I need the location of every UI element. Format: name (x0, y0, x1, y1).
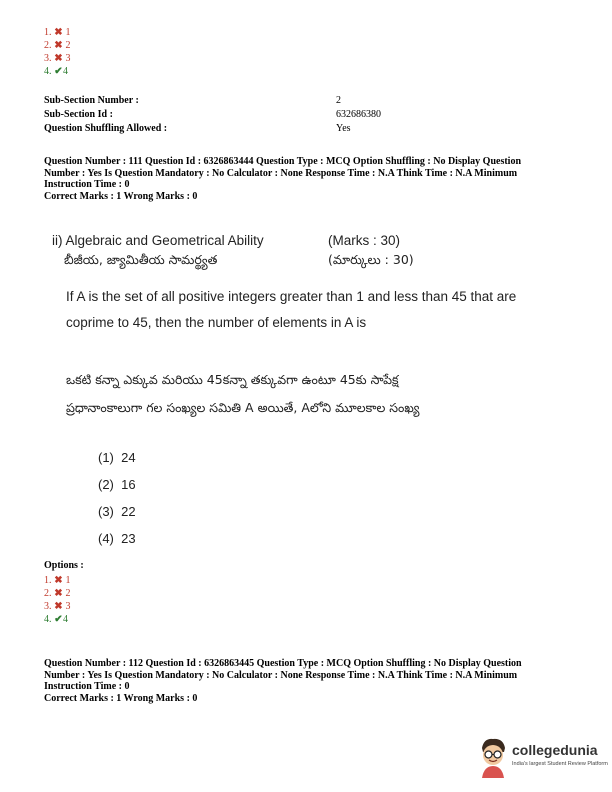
logo-name: collegedunia (512, 742, 598, 758)
choice-2: (2) 16 (98, 477, 136, 492)
wrong-icon: ✖ (54, 27, 63, 38)
logo-tagline: India's largest Student Review Platform (512, 761, 608, 767)
checkmark-icon: ✔ (54, 614, 63, 625)
question-shuffling-label: Question Shuffling Allowed : (44, 123, 168, 134)
option-row: 2. ✖ 2 (44, 40, 71, 51)
option-row: 2. ✖ 2 (44, 588, 71, 599)
options-label: Options : (44, 560, 84, 571)
question-text-telugu: ఒకటి కన్నా ఎక్కువ మరియు 45కన్నా తక్కువగా ఉంటూ 45కు సాపేక్ష ప్రధానాంకాలుగా గల సంఖ్యల సమితి A అయితే, Aలోని మూలకాల సంఖ్య (66, 372, 420, 415)
wrong-icon: ✖ (54, 40, 63, 51)
option-row-correct: 4. ✔4 (44, 66, 68, 77)
collegedunia-logo (476, 736, 606, 780)
checkmark-icon: ✔ (54, 66, 63, 77)
wrong-icon: ✖ (54, 575, 63, 586)
wrong-icon: ✖ (54, 588, 63, 599)
choice-3: (3) 22 (98, 504, 136, 519)
option-row: 1. ✖ 1 (44, 575, 71, 586)
subsection-number-label: Sub-Section Number : (44, 95, 139, 106)
bottom-options-list (44, 574, 71, 626)
choice-4: (4) 23 (98, 531, 136, 546)
subsection-id-value: 632686380 (336, 109, 381, 120)
question-shuffling-value: Yes (336, 123, 351, 134)
option-row: 1. ✖ 1 (44, 27, 71, 38)
mascot-icon (476, 736, 510, 778)
subsection-number-value: 2 (336, 95, 341, 106)
choice-1: (1) 24 (98, 450, 136, 465)
section-marks: (Marks : 30) (328, 233, 401, 248)
section-title: ii) Algebraic and Geometrical Ability (52, 233, 264, 248)
option-row: 3. ✖ 3 (44, 601, 71, 612)
question-text: If A is the set of all positive integers greater than 1 and less than 45 that are coprime to 45, then the number of elements in A is (66, 289, 517, 330)
wrong-icon: ✖ (54, 53, 63, 64)
section-title-telugu: బీజీయ, జ్యామితీయ సామర్థ్యత (64, 252, 218, 267)
question-112-header: Question Number : 112 Question Id : 6326863445 Question Type : MCQ Option Shuffling : No Display Question Number : Yes Is Question Mandatory : No Calculator : None Response Time : N.A Think Time : N.A Minimum Instruction Time : 0 Correct Marks : 1 Wrong Marks : 0 (44, 658, 522, 704)
wrong-icon: ✖ (54, 601, 63, 612)
top-options-list (44, 26, 71, 78)
option-row-correct: 4. ✔4 (44, 614, 68, 625)
question-111-header: Question Number : 111 Question Id : 6326863444 Question Type : MCQ Option Shuffling : No Display Question Number : Yes Is Question Mandatory : No Calculator : None Response Time : N.A Think Time : N.A Minimum Instruction Time : 0 Correct Marks : 1 Wrong Marks : 0 (44, 156, 522, 202)
section-marks-telugu: (మార్కులు : 30) (328, 252, 414, 267)
subsection-id-label: Sub-Section Id : (44, 109, 113, 120)
option-row: 3. ✖ 3 (44, 53, 71, 64)
